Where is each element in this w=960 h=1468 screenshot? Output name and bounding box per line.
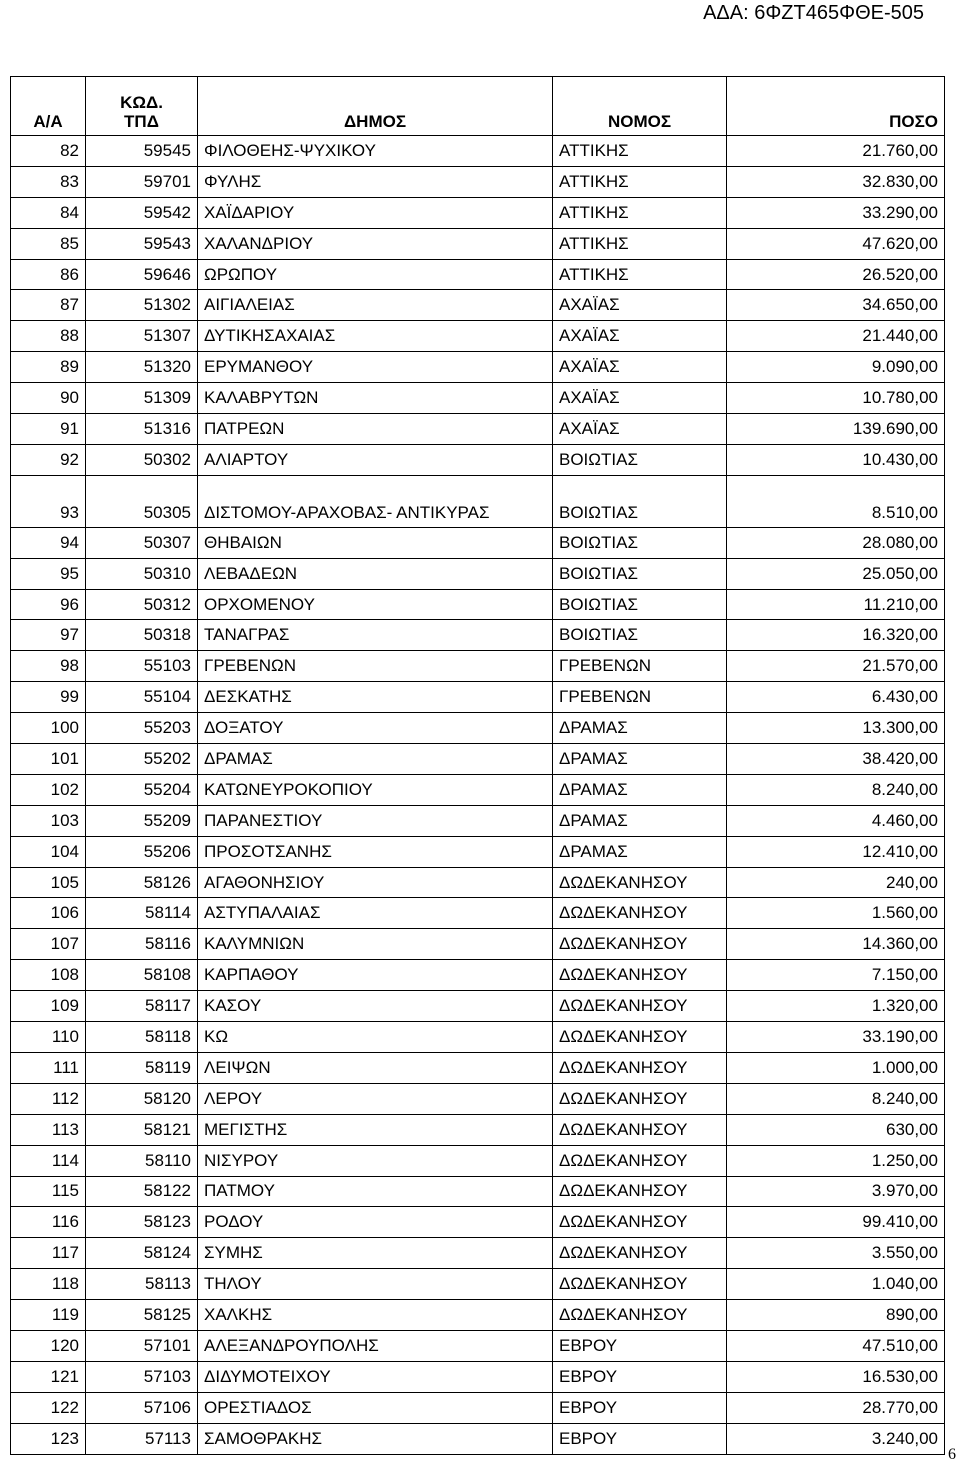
row-code: 58108 [86,960,198,991]
row-number: 121 [11,1361,86,1392]
row-code: 55209 [86,805,198,836]
row-number: 99 [11,682,86,713]
row-number: 110 [11,1022,86,1053]
row-municipality: ΛΕΡΟΥ [198,1083,553,1114]
table-row [11,1176,945,1207]
row-code: 50302 [86,444,198,475]
row-prefecture: ΕΒΡΟΥ [553,1361,727,1392]
row-code: 58114 [86,898,198,929]
row-prefecture: ΒΟΙΩΤΙΑΣ [553,558,727,589]
page-number: 6 [948,1446,956,1463]
row-amount: 21.440,00 [727,321,945,352]
table-row [11,1238,945,1269]
table-row [11,682,945,713]
row-prefecture: ΔΩΔΕΚΑΝΗΣΟΥ [553,991,727,1022]
row-number: 123 [11,1423,86,1454]
table-row [11,1269,945,1300]
row-number: 84 [11,197,86,228]
row-amount: 25.050,00 [727,558,945,589]
row-code: 58116 [86,929,198,960]
row-number: 106 [11,898,86,929]
row-number: 101 [11,744,86,775]
table-row [11,136,945,167]
row-prefecture: ΒΟΙΩΤΙΑΣ [553,589,727,620]
row-municipality: ΓΡΕΒΕΝΩΝ [198,651,553,682]
row-municipality: ΑΙΓΙΑΛΕΙΑΣ [198,290,553,321]
row-amount: 28.080,00 [727,527,945,558]
row-prefecture: ΔΩΔΕΚΑΝΗΣΟΥ [553,1145,727,1176]
row-amount: 34.650,00 [727,290,945,321]
row-amount: 47.510,00 [727,1330,945,1361]
row-prefecture: ΔΡΑΜΑΣ [553,774,727,805]
row-prefecture: ΔΩΔΕΚΑΝΗΣΟΥ [553,1114,727,1145]
row-prefecture: ΕΒΡΟΥ [553,1423,727,1454]
row-municipality: ΩΡΩΠΟΥ [198,259,553,290]
table-row [11,259,945,290]
row-code: 55206 [86,836,198,867]
row-code: 58120 [86,1083,198,1114]
column-header-nomos: ΝΟΜΟΣ [553,77,727,136]
column-header-code-line2: ΤΠΔ [124,112,159,131]
table-row [11,1207,945,1238]
row-municipality: ΧΑΛΑΝΔΡΙΟΥ [198,228,553,259]
row-amount: 33.190,00 [727,1022,945,1053]
row-municipality: ΠΑΡΑΝΕΣΤΙΟΥ [198,805,553,836]
row-number: 94 [11,527,86,558]
row-code: 59646 [86,259,198,290]
row-amount: 10.780,00 [727,383,945,414]
row-prefecture: ΕΒΡΟΥ [553,1330,727,1361]
row-prefecture: ΔΩΔΕΚΑΝΗΣΟΥ [553,1300,727,1331]
row-code: 55104 [86,682,198,713]
row-code: 51316 [86,414,198,445]
table-row [11,744,945,775]
row-code: 50318 [86,620,198,651]
row-amount: 6.430,00 [727,682,945,713]
row-code: 58110 [86,1145,198,1176]
row-amount: 14.360,00 [727,929,945,960]
row-number: 119 [11,1300,86,1331]
row-municipality: ΚΑΣΟΥ [198,991,553,1022]
row-amount: 1.560,00 [727,898,945,929]
row-municipality: ΘΗΒΑΙΩΝ [198,527,553,558]
table-row [11,1052,945,1083]
row-prefecture: ΔΩΔΕΚΑΝΗΣΟΥ [553,1022,727,1053]
row-prefecture: ΑΤΤΙΚΗΣ [553,166,727,197]
row-number: 85 [11,228,86,259]
row-number: 92 [11,444,86,475]
table-row [11,352,945,383]
table-row [11,414,945,445]
table-row [11,1392,945,1423]
row-number: 118 [11,1269,86,1300]
row-code: 50310 [86,558,198,589]
column-header-code [86,77,198,136]
row-number: 82 [11,136,86,167]
row-amount: 3.240,00 [727,1423,945,1454]
row-number: 111 [11,1052,86,1083]
row-amount: 26.520,00 [727,259,945,290]
table-row [11,1114,945,1145]
row-prefecture: ΔΩΔΕΚΑΝΗΣΟΥ [553,1052,727,1083]
row-code: 58117 [86,991,198,1022]
row-number: 87 [11,290,86,321]
row-code: 59545 [86,136,198,167]
row-municipality: ΚΑΛΑΒΡΥΤΩΝ [198,383,553,414]
table-row [11,383,945,414]
row-number: 93 [11,475,86,527]
row-prefecture: ΔΡΑΜΑΣ [553,713,727,744]
row-number: 88 [11,321,86,352]
row-amount: 3.550,00 [727,1238,945,1269]
table-row [11,991,945,1022]
table-row [11,836,945,867]
row-municipality: ΦΥΛΗΣ [198,166,553,197]
table-header-row [11,77,945,136]
table-row [11,228,945,259]
row-municipality: ΤΗΛΟΥ [198,1269,553,1300]
column-header-code-line1: ΚΩΔ. [120,93,163,112]
row-municipality: ΑΣΤΥΠΑΛΑΙΑΣ [198,898,553,929]
row-code: 58125 [86,1300,198,1331]
row-number: 96 [11,589,86,620]
row-code: 59542 [86,197,198,228]
row-number: 120 [11,1330,86,1361]
row-code: 50305 [86,475,198,527]
row-amount: 8.510,00 [727,475,945,527]
row-code: 50307 [86,527,198,558]
row-prefecture: ΔΩΔΕΚΑΝΗΣΟΥ [553,960,727,991]
row-code: 55204 [86,774,198,805]
row-amount: 890,00 [727,1300,945,1331]
row-amount: 139.690,00 [727,414,945,445]
row-prefecture: ΑΧΑΪΑΣ [553,321,727,352]
row-code: 58122 [86,1176,198,1207]
row-amount: 11.210,00 [727,589,945,620]
row-prefecture: ΕΒΡΟΥ [553,1392,727,1423]
row-prefecture: ΑΤΤΙΚΗΣ [553,228,727,259]
row-amount: 1.040,00 [727,1269,945,1300]
row-prefecture: ΔΩΔΕΚΑΝΗΣΟΥ [553,1176,727,1207]
row-municipality: ΠΡΟΣΟΤΣΑΝΗΣ [198,836,553,867]
row-municipality: ΦΙΛΟΘΕΗΣ-ΨΥΧΙΚΟΥ [198,136,553,167]
row-prefecture: ΑΤΤΙΚΗΣ [553,136,727,167]
allocation-table [10,76,945,1455]
row-number: 104 [11,836,86,867]
row-number: 97 [11,620,86,651]
row-municipality: ΛΕΙΨΩΝ [198,1052,553,1083]
row-code: 51307 [86,321,198,352]
row-municipality: ΟΡΕΣΤΙΑΔΟΣ [198,1392,553,1423]
row-municipality: ΧΑΪΔΑΡΙΟΥ [198,197,553,228]
row-amount: 3.970,00 [727,1176,945,1207]
row-prefecture: ΔΩΔΕΚΑΝΗΣΟΥ [553,898,727,929]
row-code: 55103 [86,651,198,682]
row-municipality: ΠΑΤΡΕΩΝ [198,414,553,445]
row-number: 108 [11,960,86,991]
row-municipality: ΡΟΔΟΥ [198,1207,553,1238]
row-number: 86 [11,259,86,290]
row-number: 105 [11,867,86,898]
table-row [11,197,945,228]
row-municipality: ΜΕΓΙΣΤΗΣ [198,1114,553,1145]
row-number: 89 [11,352,86,383]
row-amount: 21.760,00 [727,136,945,167]
row-prefecture: ΔΩΔΕΚΑΝΗΣΟΥ [553,1269,727,1300]
row-amount: 32.830,00 [727,166,945,197]
row-municipality: ΑΛΕΞΑΝΔΡΟΥΠΟΛΗΣ [198,1330,553,1361]
row-number: 90 [11,383,86,414]
row-prefecture: ΒΟΙΩΤΙΑΣ [553,475,727,527]
row-number: 95 [11,558,86,589]
column-header-aa: Α/Α [11,77,86,136]
row-prefecture: ΔΩΔΕΚΑΝΗΣΟΥ [553,929,727,960]
row-amount: 7.150,00 [727,960,945,991]
row-number: 114 [11,1145,86,1176]
row-number: 98 [11,651,86,682]
row-amount: 8.240,00 [727,1083,945,1114]
row-prefecture: ΔΡΑΜΑΣ [553,744,727,775]
table-row [11,527,945,558]
row-amount: 1.250,00 [727,1145,945,1176]
row-amount: 10.430,00 [727,444,945,475]
row-amount: 9.090,00 [727,352,945,383]
row-municipality: ΔΟΞΑΤΟΥ [198,713,553,744]
row-prefecture: ΔΡΑΜΑΣ [553,805,727,836]
table-row [11,1022,945,1053]
table-row [11,290,945,321]
row-number: 116 [11,1207,86,1238]
row-prefecture: ΒΟΙΩΤΙΑΣ [553,444,727,475]
row-prefecture: ΔΩΔΕΚΑΝΗΣΟΥ [553,1207,727,1238]
row-number: 102 [11,774,86,805]
table-row [11,589,945,620]
column-header-dimos: ΔΗΜΟΣ [198,77,553,136]
row-prefecture: ΑΧΑΪΑΣ [553,290,727,321]
row-code: 58118 [86,1022,198,1053]
row-code: 58123 [86,1207,198,1238]
row-municipality: ΚΑΡΠΑΘΟΥ [198,960,553,991]
row-code: 57103 [86,1361,198,1392]
table-row [11,1361,945,1392]
row-municipality: ΛΕΒΑΔΕΩΝ [198,558,553,589]
row-number: 91 [11,414,86,445]
row-amount: 240,00 [727,867,945,898]
row-prefecture: ΔΩΔΕΚΑΝΗΣΟΥ [553,1083,727,1114]
row-municipality: ΔΙΣΤΟΜΟΥ-ΑΡΑΧΟΒΑΣ- ΑΝΤΙΚΥΡΑΣ [198,475,553,527]
row-code: 57101 [86,1330,198,1361]
row-municipality: ΔΕΣΚΑΤΗΣ [198,682,553,713]
table-row [11,713,945,744]
row-amount: 630,00 [727,1114,945,1145]
row-code: 58119 [86,1052,198,1083]
row-municipality: ΧΑΛΚΗΣ [198,1300,553,1331]
row-amount: 4.460,00 [727,805,945,836]
row-prefecture: ΑΧΑΪΑΣ [553,414,727,445]
row-number: 112 [11,1083,86,1114]
row-municipality: ΔΥΤΙΚΗΣΑΧΑΙΑΣ [198,321,553,352]
row-amount: 16.530,00 [727,1361,945,1392]
row-amount: 16.320,00 [727,620,945,651]
row-prefecture: ΔΩΔΕΚΑΝΗΣΟΥ [553,867,727,898]
row-prefecture: ΓΡΕΒΕΝΩΝ [553,682,727,713]
row-amount: 13.300,00 [727,713,945,744]
row-amount: 38.420,00 [727,744,945,775]
row-code: 59701 [86,166,198,197]
column-header-poso: ΠΟΣΟ [727,77,945,136]
row-code: 58126 [86,867,198,898]
row-municipality: ΣΥΜΗΣ [198,1238,553,1269]
row-municipality: ΣΑΜΟΘΡΑΚΗΣ [198,1423,553,1454]
table-row [11,805,945,836]
table-row [11,774,945,805]
document-id: ΑΔΑ: 6ΦΖΤ465ΦΘΕ-505 [703,2,924,24]
row-code: 57106 [86,1392,198,1423]
row-number: 122 [11,1392,86,1423]
row-code: 51320 [86,352,198,383]
row-number: 83 [11,166,86,197]
row-code: 51302 [86,290,198,321]
table-row [11,321,945,352]
table-row [11,960,945,991]
row-amount: 12.410,00 [727,836,945,867]
table-row [11,1083,945,1114]
row-municipality: ΑΛΙΑΡΤΟΥ [198,444,553,475]
table-row [11,651,945,682]
row-municipality: ΟΡΧΟΜΕΝΟΥ [198,589,553,620]
row-amount: 1.000,00 [727,1052,945,1083]
row-prefecture: ΑΧΑΪΑΣ [553,352,727,383]
row-number: 113 [11,1114,86,1145]
row-amount: 1.320,00 [727,991,945,1022]
row-municipality: ΑΓΑΘΟΝΗΣΙΟΥ [198,867,553,898]
row-municipality: ΚΑΤΩΝΕΥΡΟΚΟΠΙΟΥ [198,774,553,805]
table-row [11,166,945,197]
row-municipality: ΚΑΛΥΜΝΙΩΝ [198,929,553,960]
row-amount: 21.570,00 [727,651,945,682]
row-prefecture: ΑΤΤΙΚΗΣ [553,197,727,228]
table-body [11,136,945,1455]
row-municipality: ΔΡΑΜΑΣ [198,744,553,775]
row-code: 50312 [86,589,198,620]
row-number: 109 [11,991,86,1022]
row-amount: 47.620,00 [727,228,945,259]
table-row [11,867,945,898]
row-amount: 99.410,00 [727,1207,945,1238]
row-municipality: ΝΙΣΥΡΟΥ [198,1145,553,1176]
row-prefecture: ΑΧΑΪΑΣ [553,383,727,414]
table-row [11,929,945,960]
row-code: 58113 [86,1269,198,1300]
row-prefecture: ΔΡΑΜΑΣ [553,836,727,867]
table-row [11,1423,945,1454]
row-code: 55203 [86,713,198,744]
row-code: 55202 [86,744,198,775]
row-number: 117 [11,1238,86,1269]
row-prefecture: ΔΩΔΕΚΑΝΗΣΟΥ [553,1238,727,1269]
row-number: 100 [11,713,86,744]
row-amount: 8.240,00 [727,774,945,805]
table-row [11,620,945,651]
row-municipality: ΤΑΝΑΓΡΑΣ [198,620,553,651]
table-row [11,475,945,527]
row-municipality: ΠΑΤΜΟΥ [198,1176,553,1207]
table-row [11,1145,945,1176]
row-municipality: ΔΙΔΥΜΟΤΕΙΧΟΥ [198,1361,553,1392]
row-number: 115 [11,1176,86,1207]
row-prefecture: ΒΟΙΩΤΙΑΣ [553,527,727,558]
row-prefecture: ΑΤΤΙΚΗΣ [553,259,727,290]
row-prefecture: ΓΡΕΒΕΝΩΝ [553,651,727,682]
row-code: 58121 [86,1114,198,1145]
row-code: 57113 [86,1423,198,1454]
table-row [11,898,945,929]
row-number: 103 [11,805,86,836]
row-municipality: ΚΩ [198,1022,553,1053]
row-amount: 28.770,00 [727,1392,945,1423]
row-amount: 33.290,00 [727,197,945,228]
row-code: 59543 [86,228,198,259]
row-prefecture: ΒΟΙΩΤΙΑΣ [553,620,727,651]
row-number: 107 [11,929,86,960]
table-row [11,558,945,589]
table-row [11,1300,945,1331]
row-municipality: ΕΡΥΜΑΝΘΟΥ [198,352,553,383]
table-row [11,444,945,475]
table-row [11,1330,945,1361]
row-code: 58124 [86,1238,198,1269]
row-code: 51309 [86,383,198,414]
